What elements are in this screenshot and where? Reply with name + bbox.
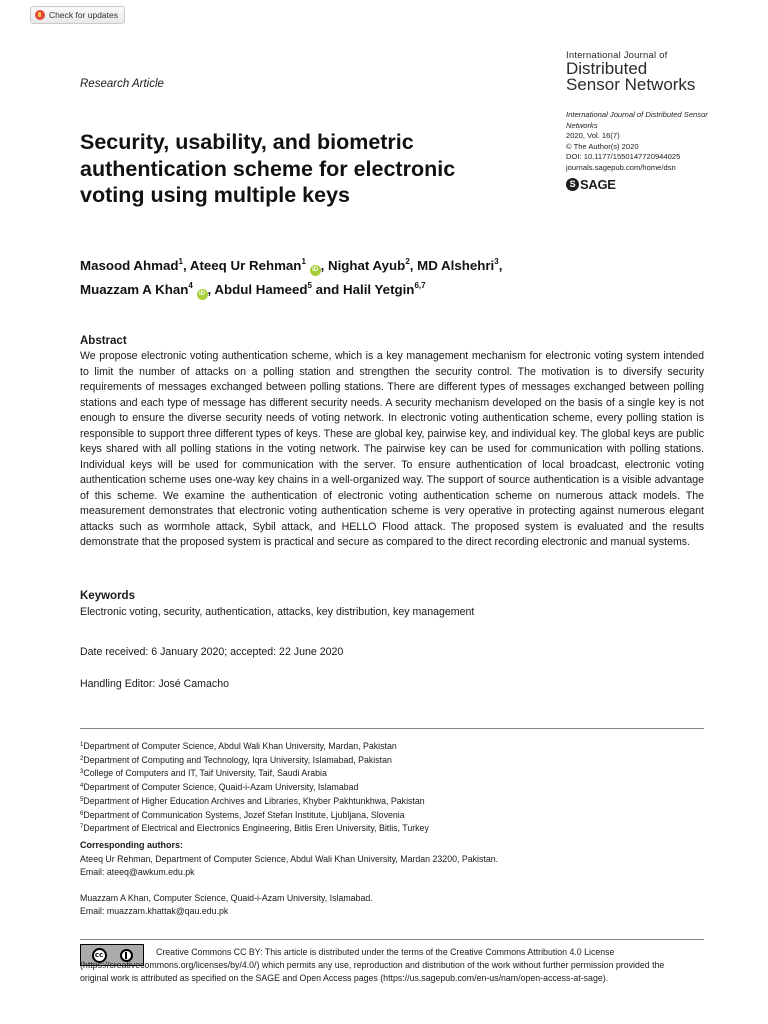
affiliation-text: Department of Computing and Technology, Iqra University, Islamabad, Pakistan [83, 754, 392, 765]
author-separator: , [182, 258, 190, 273]
author-name: Halil Yetgin [343, 282, 415, 297]
journal-logo [566, 50, 736, 93]
affiliation-text: Department of Higher Education Archives and Libraries, Khyber Pakhtunkhwa, Pakistan [83, 795, 425, 806]
affiliation-item [80, 739, 429, 753]
meta-url[interactable]: journals.sagepub.com/home/dsn [566, 162, 676, 172]
license-text: Creative Commons CC BY: This article is distributed under the terms of the Creative Commons Attribution 4.0 License (https://creativecommons.org/licenses/by/4.0/) which permits any use, reproduction and distribution of the work without further permission provided the original work is attributed as specified on the SAGE and Open Access pages (https://us.sagepub.com/en-us/nam/open-access-at-sage). [80, 947, 665, 983]
author-affiliation-mark: 6,7 [414, 281, 426, 290]
check-for-updates-button[interactable] [30, 6, 125, 24]
author-name: Ateeq Ur Rehman [189, 258, 302, 273]
meta-volume: 2020, Vol. 16(7) [566, 131, 620, 140]
affiliation-number: 5 [80, 796, 84, 803]
corresponding-heading: Corresponding authors: [80, 840, 183, 850]
affiliation-item [80, 780, 429, 794]
crossmark-icon [35, 10, 45, 20]
affiliation-number: 7 [80, 824, 84, 831]
orcid-icon[interactable]: iD [310, 265, 321, 276]
meta-journal-name: International Journal of Distributed Sensor Networks [566, 110, 708, 130]
author-name: Nighat Ayub [327, 258, 406, 273]
author-separator: and [311, 282, 343, 297]
orcid-icon[interactable]: iD [197, 289, 208, 300]
cc-icon: cc [92, 948, 107, 963]
author-affiliation-mark: 2 [405, 257, 410, 266]
check-for-updates-label: Check for updates [49, 10, 118, 20]
license-divider [80, 939, 704, 940]
footer-divider [80, 728, 704, 729]
affiliation-item [80, 766, 429, 780]
author-name: MD Alshehri [417, 258, 495, 273]
dates-received: Date received: 6 January 2020; accepted: 22 June 2020 [80, 646, 344, 658]
article-type: Research Article [80, 78, 164, 90]
author-affiliation-mark: 5 [307, 281, 312, 290]
journal-logo-line2: Distributed [566, 59, 648, 78]
author-affiliation-mark: 3 [494, 257, 499, 266]
keywords-heading: Keywords [80, 590, 135, 602]
affiliation-number: 3 [80, 769, 84, 776]
author-list [80, 252, 600, 300]
author-separator: , [320, 258, 328, 273]
sage-logo [566, 177, 616, 192]
affiliation-item [80, 821, 429, 835]
affiliation-item [80, 753, 429, 767]
author-affiliation-mark: 1 [301, 257, 306, 266]
affiliation-text: Department of Computer Science, Quaid-i-Azam University, Islamabad [83, 782, 359, 793]
abstract-heading: Abstract [80, 335, 127, 347]
corresponding-email2[interactable]: Email: muazzam.khattak@qau.edu.pk [80, 906, 229, 916]
affiliation-item [80, 794, 429, 808]
affiliation-text: College of Computers and IT, Taif University, Taif, Saudi Arabia [83, 768, 327, 779]
corresponding-author2: Muazzam A Khan, Computer Science, Quaid-i-Azam University, Islamabad. [80, 893, 373, 903]
journal-logo-line1: International Journal of [566, 50, 668, 61]
author-affiliation-mark: 4 [188, 281, 193, 290]
affiliation-number: 2 [80, 755, 84, 762]
author-separator: , [409, 258, 418, 273]
affiliation-list [80, 739, 429, 835]
keywords-text: Electronic voting, security, authentication, attacks, key distribution, key management [80, 606, 475, 618]
meta-doi[interactable]: DOI: 10.1177/1550147720944025 [566, 152, 681, 161]
affiliation-number: 1 [80, 742, 84, 748]
author-name: Abdul Hameed [214, 282, 308, 297]
author-separator: , [207, 282, 215, 297]
affiliation-number: 6 [80, 810, 84, 817]
corresponding-email1[interactable]: Email: ateeq@awkum.edu.pk [80, 867, 195, 877]
author-name: Masood Ahmad [80, 258, 179, 273]
handling-editor: Handling Editor: José Camacho [80, 678, 229, 690]
affiliation-text: Department of Electrical and Electronics Engineering, Bitlis Eren University, Bitlis, Turkey [83, 823, 429, 834]
author-affiliation-mark: 1 [178, 257, 183, 266]
paper-title: Security, usability, and biometric authentication scheme for electronic voting using multiple keys [80, 130, 456, 207]
corresponding-author1: Ateeq Ur Rehman, Department of Computer Science, Abdul Wali Khan University, Mardan 23200, Pakistan. [80, 854, 499, 864]
affiliation-number: 4 [80, 783, 84, 790]
affiliation-text: Department of Computer Science, Abdul Wali Khan University, Mardan, Pakistan [83, 741, 397, 751]
article-meta [566, 110, 736, 173]
author-separator: , [498, 258, 507, 273]
abstract-text: We propose electronic voting authentication scheme, which is a key management mechanism for electronic voting system intended to limit the number of attacks on a polling station and strengthen the security control. The motivation is to diversify security requirements of messages exchanged between polling stations. There are different types of messages exchanged between polling stations and each type of message has different security needs. A security mechanism developed on the basis of a single key is not enough to ensure the diverse security needs of voting network. In electronic voting authentication scheme, every polling station is responsible to support three different types of keys. These are global key, pairwise key, and individual key. The global keys are public keys shared with all polling stations in the voting network. The pairwise key can be used for communication with polling stations. Individual keys will be used for communication with the server. To ensure authentication of local broadcast, electronic voting authentication scheme uses one-way key chains in a well-organized way. The support of source authentication is a visible advantage of this scheme. We examine the authentication of electronic voting authentication scheme on numerous attack models. The measurement demonstrates that electronic voting authentication scheme is very operative in protecting against numerous elegant attacks such as wormhole attack, Sybil attack, and HELLO Flood attack. The proposed system is evaluated and the results demonstrate that the proposed system is practical and secure as compared to the direct recording electronic and manual systems. [80, 350, 704, 548]
author-name: Muazzam A Khan [80, 282, 189, 297]
affiliation-text: Department of Communication Systems, Jozef Stefan Institute, Ljubljana, Slovenia [83, 809, 405, 820]
sage-label: SAGE [580, 177, 616, 192]
meta-copyright: © The Author(s) 2020 [566, 141, 639, 151]
journal-logo-line3: Sensor Networks [566, 75, 696, 94]
sage-s-icon: S [566, 178, 579, 191]
affiliation-item [80, 808, 429, 822]
